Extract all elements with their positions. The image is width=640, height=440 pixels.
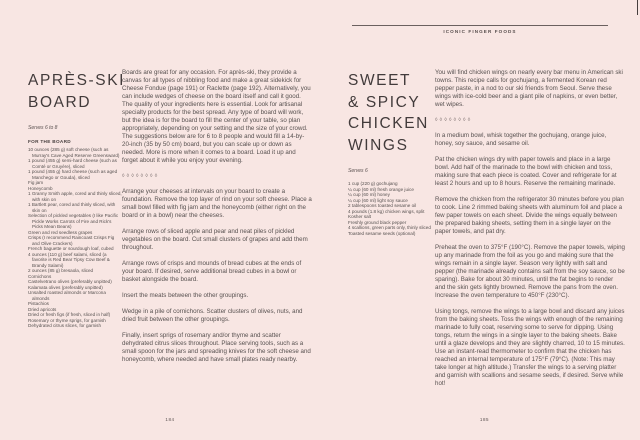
title-line: APRÈS-SKI [28, 72, 126, 89]
ingredient-item: Selection of pickled vegetables (I like Pacific Pickle Works Carrots of Fire and Rick's Picks Mean Beans) [28, 213, 119, 229]
ingredient-item: Freshly ground black pepper [348, 219, 407, 225]
ingredient-item: Toasted sesame seeds (optional) [348, 230, 416, 236]
ingredient-item: 2 ounces (85 g) bresaola, sliced [28, 268, 94, 273]
left-body-column [122, 69, 312, 372]
ingredient-item: ¼ cup (60 ml) light soy sauce [348, 197, 408, 203]
ingredient-item: 4 scallions, green parts only, thinly sliced [348, 225, 431, 230]
diamond-divider: ◊◊◊◊◊◊◊◊ [122, 173, 160, 179]
title-line: BOARD [28, 93, 92, 111]
method-paragraph: In a medium bowl, whisk together the gochujang, orange juice, honey, soy sauce, and sesame oil. [435, 132, 607, 147]
title-line: WINGS [348, 136, 409, 154]
right-ingredients-column [348, 70, 442, 236]
method-paragraph: Preheat the oven to 375°F (190°C). Remove the paper towels, wiping up any marinade from the foil as you go and making sure that the wings remain in a single layer. Season very lightly with salt and pepper (the marinade already contains salt from the soy sauce, so be sparing). Bake for about 30 minutes, until the fat begins to render and the skin gets lightly browned. Remove the pans from the oven. Increase the oven temperature to 450°F (230°C). [435, 244, 625, 299]
ingredient-item: Crisps (I recommend Raincoast Crisps Fig and Olive Crackers) [28, 235, 115, 246]
right-serves-note: Serves 6 [348, 168, 368, 174]
title-line: & SPICY [348, 93, 421, 111]
running-head-label: ICONIC FINGER FOODS [443, 29, 517, 34]
ingredient-item: 4 pounds (1.8 kg) chicken wings, split [348, 208, 425, 214]
ingredient-item: Kalamata olives (preferably unpitted) [28, 284, 103, 290]
method-paragraph: Arrange rows of crisps and mounds of bread cubes at the ends of your board. If desired, serve additional bread cubes in a bowl or basket alongside the board. [122, 260, 302, 283]
method-paragraph: Remove the chicken from the refrigerator 30 minutes before you plan to cook. Line 2 rimmed baking sheets with aluminum foil and place a few paper towels on each sheet. Divide the wings equally between the prepared baking sheets, setting them in a single layer on the paper towels, and pat dry. [435, 196, 624, 235]
ingredient-item: 1 pound (455 g) hard cheese (such as aged Manchego or Gouda), sliced [28, 169, 118, 180]
ingredient-item: Unsalted roasted almonds or Marcona almonds [28, 290, 106, 301]
title-line: CHICKEN [348, 115, 429, 132]
ingredient-item: Honeycomb [28, 185, 53, 191]
ingredient-item: Green and red seedless grapes [28, 229, 93, 235]
running-head-rule [352, 25, 608, 26]
left-page-number: 184 [165, 417, 175, 422]
left-ingredients-heading: FOR THE BOARD [28, 139, 71, 144]
title-line: SWEET [348, 72, 412, 89]
ingredient-item: 4 ounces (110 g) beef salami, sliced (a favorite is Red Bear Tipsy Cow Beef & Brandy Salami) [28, 251, 110, 268]
right-body-column [435, 69, 625, 396]
ingredient-item: Dried apricots [28, 306, 57, 312]
left-ingredients-column [28, 70, 126, 329]
ingredient-item: Rosemary or thyme sprigs, for garnish [28, 317, 106, 323]
left-ingredient-list [28, 147, 122, 329]
right-recipe-title [348, 70, 442, 156]
method-paragraph: Arrange rows of sliced apple and pear and neat piles of pickled vegetables on the board. Cut small clusters of grapes and add them throughout. [122, 228, 308, 251]
method-paragraph: Pat the chicken wings dry with paper towels and place in a large bowl. Add half of the marinade to the bowl with chicken and toss, making sure that each piece is coated. Cover and refrigerate for at least 2 hours and up to 8 hours. Reserve the remaining marinade. [435, 156, 617, 187]
method-paragraph: Arrange your cheeses at intervals on your board to create a foundation. Remove the top layer of rind on your soft cheese. Place a small bowl filled with fig jam and the honeycomb (either right on the board or in a bowl) near the cheeses. [122, 188, 312, 219]
method-paragraph: Using tongs, remove the wings to a large bowl and discard any juices from the baking sheets. Toss the wings with enough of the remaining marinade to fully coat, reserving some to serve for dipping. Using tongs, return the wings in a single layer to the baking sheets. Bake until a glaze develops and they are slightly charred, 10 to 15 minutes. Use an instant-read thermometer to confirm that the chicken has reached an internal temperature of 175°F (79°C). (Note: This may take longer at high altitude.) Transfer the wings to a serving platter and garnish with scallions and sesame seeds, if desired. Serve while hot! [435, 308, 625, 387]
diamond-divider: ◊◊◊◊◊◊◊◊ [435, 117, 473, 123]
right-intro-paragraph: You will find chicken wings on nearly every bar menu in American ski towns. This recipe calls for gochujang, a fermented Korean red pepper paste, in a nod to our ski friends from Seoul. Serve these wings with ice-cold beer and a giant pile of napkins, or even better, wet wipes. [435, 69, 623, 108]
ingredient-item: 1 cup (220 g) gochujang [348, 181, 398, 186]
method-paragraph: Wedge in a pile of cornichons. Scatter clusters of olives, nuts, and dried fruit between the other groupings. [122, 308, 303, 323]
ingredient-item: 1 pound (455 g) semi-hard cheese (such as Comté or Gruyère), sliced [28, 158, 117, 169]
ingredient-item: 2 tablespoons toasted sesame oil [348, 203, 417, 208]
left-intro-paragraph: Boards are great for any occasion. For après-ski, they provide a canvas for all types of nibbling food and make a great sidekick for Cheese Fondue (page 191) or Raclette (page 192). Alternatively, you can include wedges of cheese on the board itself and call it good. The quality of your ingredients here is essential. Look for artisanal specialty products for the best spread. Any type of board will work, but the idea is for the board to fill the center of your table, so plan appropriately, depending on your setting and the size of your crowd. The suggestions below are for 6 to 8 people and would fill a 14-by-20-inch (35 by 50 cm) board, but you can scale up or down as needed. More is more when it comes to a board. Load it up and forget about it while you enjoy your evening. [122, 69, 311, 164]
ingredient-item: Pistachios [28, 301, 49, 306]
ingredient-item: French baguette or sourdough loaf, cubed [28, 246, 114, 251]
method-paragraph: Finally, insert sprigs of rosemary and/or thyme and scatter dehydrated citrus slices throughout. Place serving tools, such as a small spoon for the jars and spreading knives for the soft cheese and honeycomb, where needed and have small plates ready nearby. [122, 332, 311, 363]
ingredient-item: Dried or fresh figs (if fresh, sliced in half) [28, 312, 111, 317]
ingredient-item: ¼ cup (60 ml) honey [348, 192, 390, 197]
ingredient-item: Dehydrated citrus slices, for garnish [28, 323, 102, 328]
ingredient-item: Kosher salt [348, 214, 371, 219]
left-method-paragraphs [122, 188, 312, 364]
left-serves-note: Serves 6 to 8 [28, 125, 58, 131]
ingredient-item: Fig jam [28, 180, 44, 185]
right-ingredient-list [348, 181, 442, 236]
ingredient-item: 10 ounces (285 g) soft cheese (such as Murray's Cave Aged Reserve Greensward) [28, 147, 120, 158]
ingredient-item: Castelvetrano olives (preferably unpitted) [28, 279, 112, 284]
ingredient-item: 1 Granny Smith apple, cored and thinly sliced, with skin on [28, 191, 122, 202]
left-recipe-title [28, 70, 126, 113]
right-page [320, 0, 640, 440]
ingredient-item: Cornichons [28, 273, 52, 279]
method-paragraph: Insert the meats between the other groupings. [122, 292, 249, 299]
ingredient-item: 1 Bartlett pear, cored and thinly sliced, with skin on [28, 202, 116, 213]
right-page-number: 185 [479, 417, 490, 422]
page-edge-mark [637, 0, 639, 15]
right-method-paragraphs [435, 132, 625, 388]
ingredient-item: ¼ cup (60 ml) fresh orange juice [348, 186, 414, 192]
